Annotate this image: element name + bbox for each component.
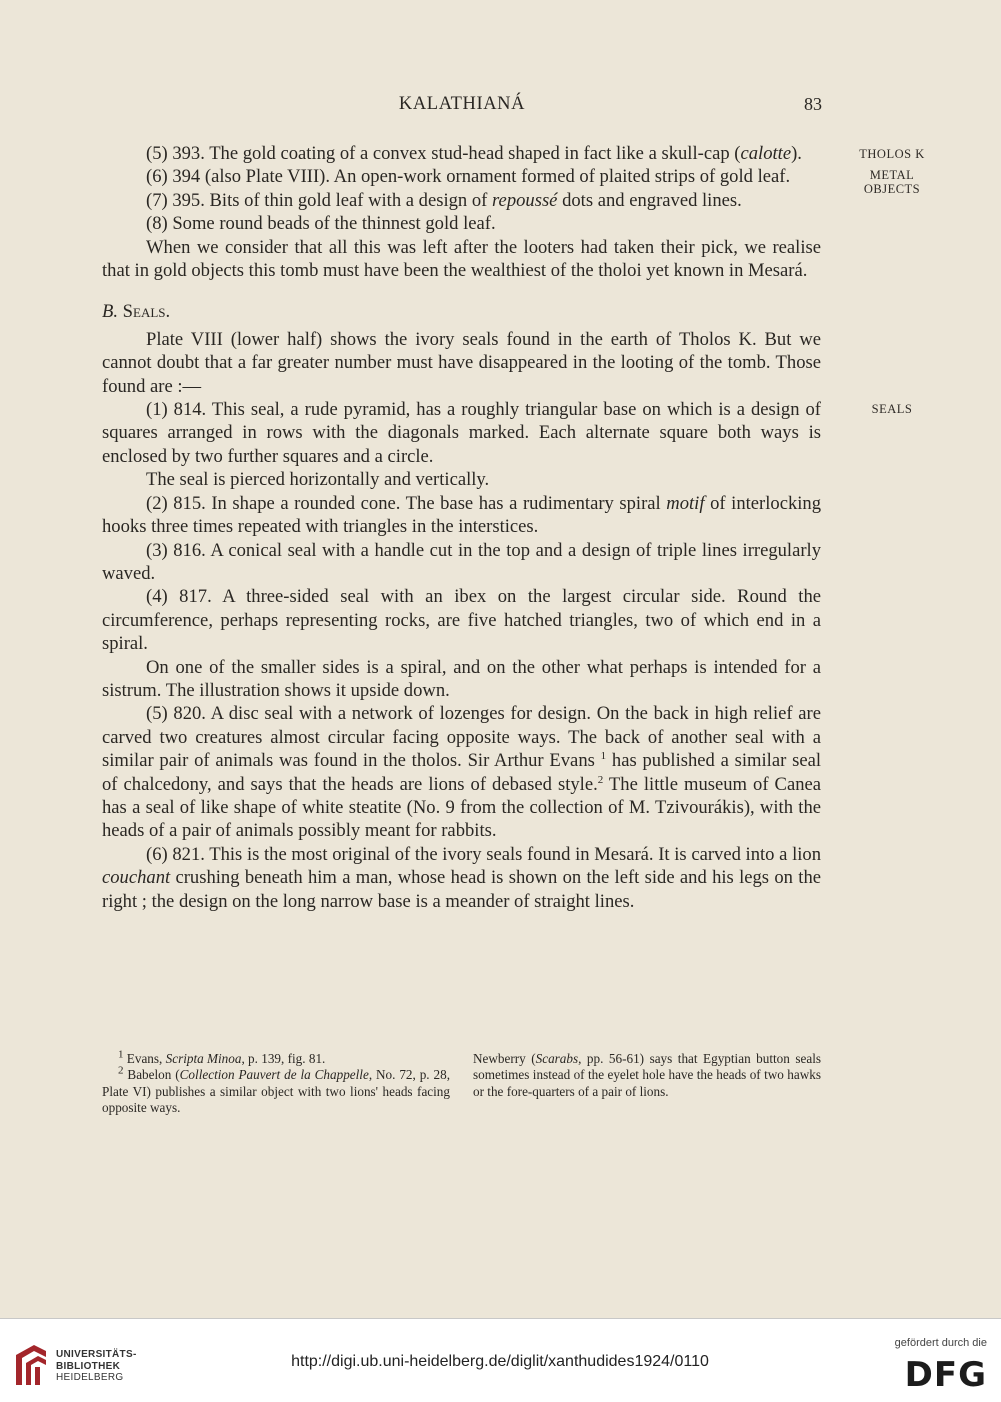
body-text [102, 142, 821, 913]
running-title: KALATHIANÁ [398, 94, 526, 114]
paragraph: (5) 393. The gold coating of a convex stud-head shaped in fact like a skull-cap (calotte). [146, 143, 802, 164]
paragraph: On one of the smaller sides is a spiral, and on the other what perhaps is intended for a sistrum. The illustration shows it upside down. [102, 656, 821, 701]
footnote-ref: 1 [600, 749, 607, 762]
library-logo-icon[interactable] [12, 1343, 50, 1387]
footnote-ref: 2 [597, 773, 604, 786]
page-header [102, 94, 822, 118]
margin-note-metal: METAL [869, 168, 915, 182]
footnote-2: $^2$ Babelon (Collection Pauvert de la Chappelle, No. 72, p. 28, Plate VI) publishes a similar object with two lions' heads facing opposite ways. [102, 1064, 450, 1115]
paragraph: (4) 817. A three-sided seal with an ibex on the largest circular side. Round the circumference, perhaps representing rocks, are five hatched triangles, two of which end in a spiral. [102, 586, 821, 655]
footnotes-left [102, 1048, 450, 1116]
permalink-url[interactable]: http://digi.ub.uni-heidelberg.de/diglit/xanthudides1924/0110 [291, 1353, 709, 1370]
paragraph: Plate VIII (lower half) shows the ivory seals found in the earth of Tholos K. But we cannot doubt that a far greater number must have disappeared in the looting of the tomb. Those found are :— [102, 328, 821, 397]
library-name: UNIVERSITÄTS- BIBLIOTHEK HEIDELBERG [56, 1349, 137, 1383]
page-number: 83 [804, 94, 822, 114]
paragraph: When we consider that all this was left after the looters had taken their pick, we realise that in gold objects this tomb must have been the wealthiest of the tholoi yet known in Mesará. [102, 236, 821, 282]
paragraph: (1) 814. This seal, a rude pyramid, has a roughly triangular base on which is a design of squares arranged in rows with the diagonals marked. Each alternate square both ways is enclosed by two further squares and a circle. [102, 399, 821, 467]
paragraph: (2) 815. In shape a rounded cone. The base has a rudimentary spiral motif of interlocking hooks three times repeated with triangles in the interstices. [102, 492, 821, 538]
footnote-continuation: Newberry (Scarabs, pp. 56-61) says that Egyptian button seals sometimes instead of the eyelet hole have the heads of two hawks or the fore-quarters of a pair of lions. [473, 1051, 821, 1099]
footnotes [102, 1048, 821, 1116]
paragraph: (6) 821. This is the most original of the ivory seals found in Mesará. It is carved into a lion couchant crushing beneath him a man, whose head is shown on the left side and his legs on the right ; the design on the long narrow base is a meander of straight lines. [102, 843, 821, 912]
paragraph: (8) Some round beads of the thinnest gold leaf. [146, 213, 496, 235]
section-heading: B. Seals. [102, 301, 171, 323]
footnote-1: $^1$ Evans, Scripta Minoa, p. 139, fig. 81. [118, 1048, 326, 1066]
margin-note-seals: SEALS [871, 402, 913, 416]
paragraph: (7) 395. Bits of thin gold leaf with a design of repoussé dots and engraved lines. [146, 189, 742, 211]
paragraph: The seal is pierced horizontally and vertically. [146, 469, 490, 491]
funding-caption: gefördert durch die [894, 1337, 987, 1349]
margin-note-tholos-k: THOLOS K [859, 147, 925, 161]
paragraph: (5) 820. A disc seal with a network of lozenges for design. On the back in high relief are carved two creatures almost circular facing opposite ways. The back of another seal with a similar pair of animals was found in the tholos. Sir Arthur Evans $^1$ has published a similar seal of chalcedony, and says that the heads are lions of debased style.$^2$ The little museum of Canea has a seal of like shape of white steatite (No. 9 from the collection of M. Tzivourákis), with the heads of a pair of animals possibly meant for rabbits. [102, 703, 821, 842]
footnotes-right [473, 1051, 821, 1116]
paragraph: (6) 394 (also Plate VIII). An open-work ornament formed of plaited strips of gold leaf. [146, 166, 791, 188]
dfg-logo[interactable]: DFG [904, 1355, 987, 1395]
margin-note-objects: OBJECTS [863, 182, 921, 196]
viewer-footer [0, 1318, 1001, 1402]
paragraph: (3) 816. A conical seal with a handle cut in the top and a design of triple lines irregularly waved. [102, 539, 821, 584]
